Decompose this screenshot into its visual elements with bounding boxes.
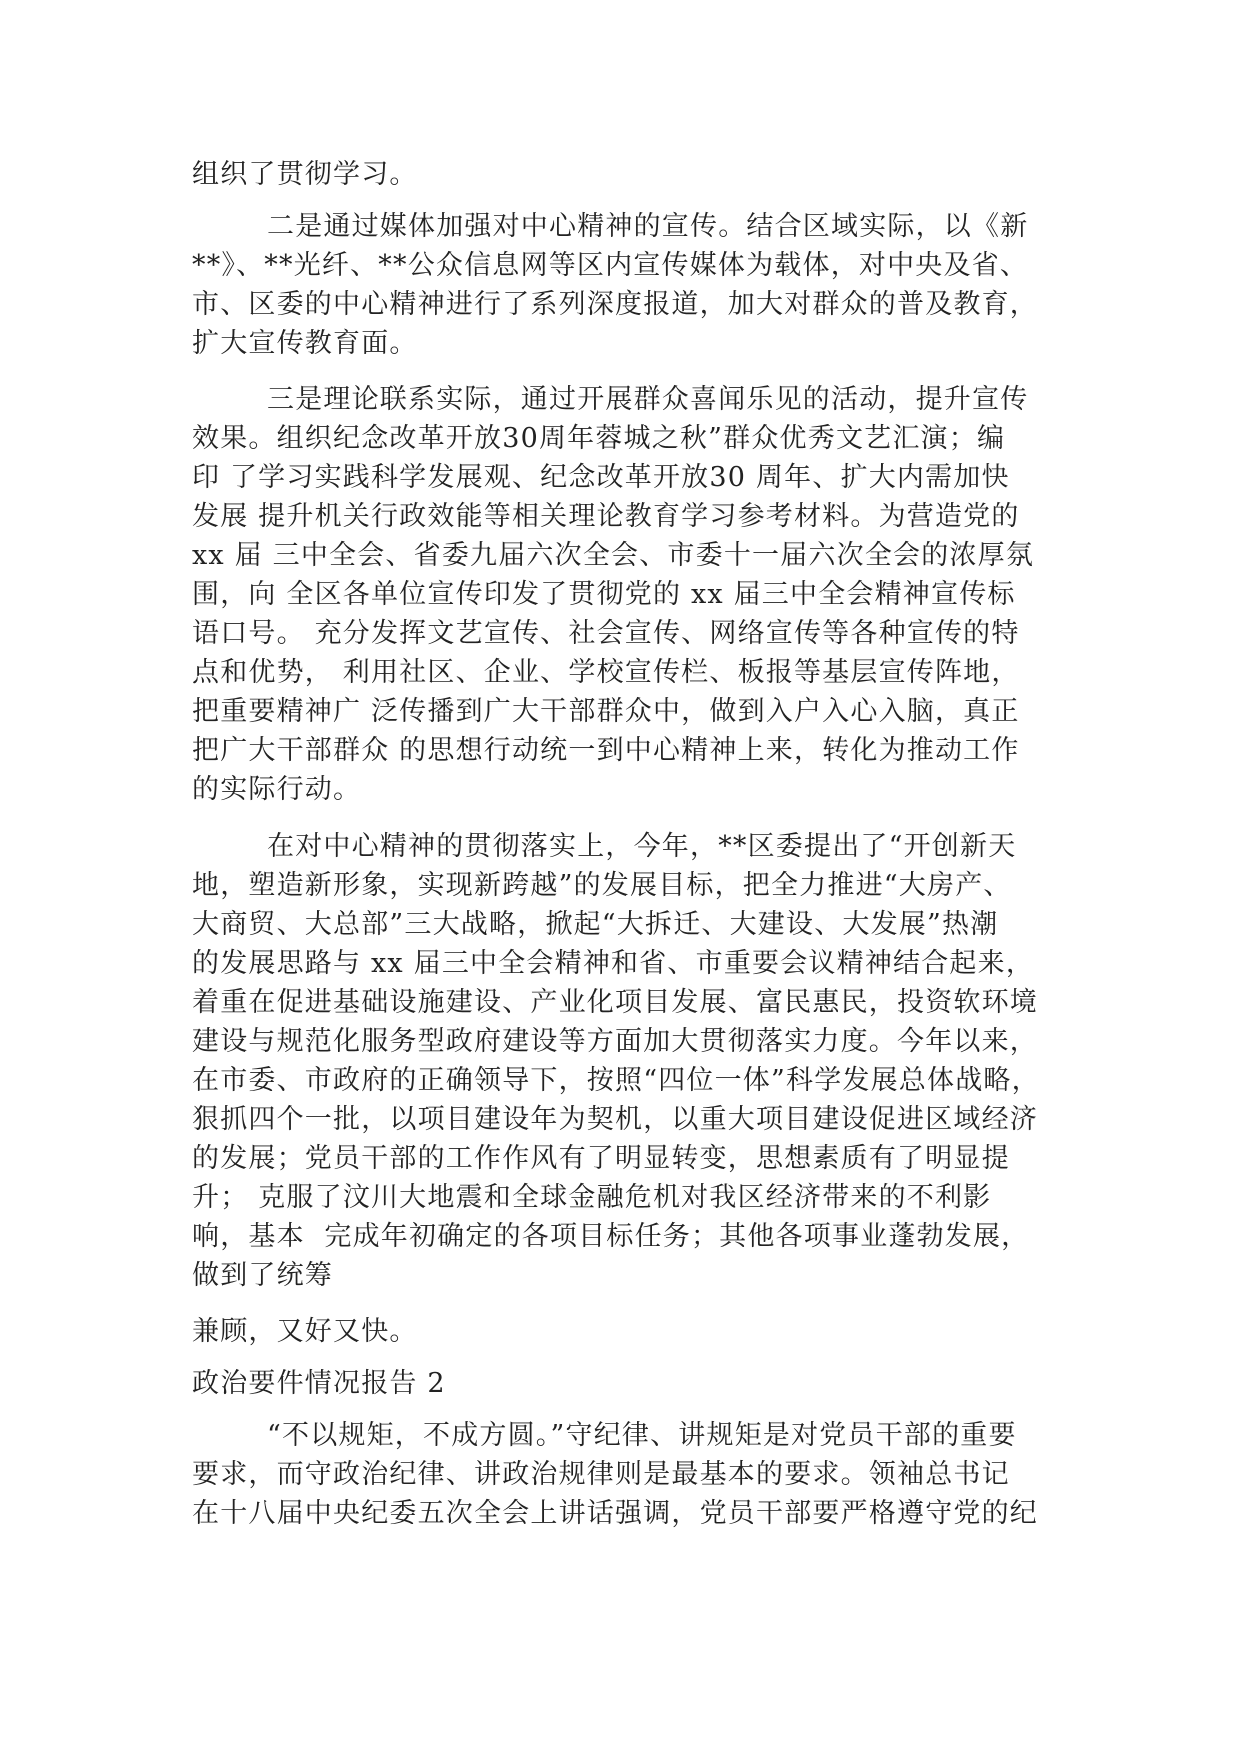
paragraph-first-line: 二是通过媒体加强对中心精神的宣传。结合区域实际，以《新 [267, 211, 1029, 242]
text-line: 在市委、市政府的正确领导下，按照“四位一体”科学发展总体战略， [192, 1065, 1040, 1096]
text-line: 把重要精神广 泛传播到广大干部群众中，做到入户入心入脑，真正 [192, 696, 1020, 727]
text-line: 印 了学习实践科学发展观、纪念改革开放30 周年、扩大内需加快 [192, 462, 1010, 493]
text-line: 扩大宣传教育面。 [192, 328, 418, 359]
text-line: 组织了贯彻学习。 [192, 159, 418, 190]
text-line: 响，基本 完成年初确定的各项目标任务；其他各项事业蓬勃发展， [192, 1221, 1030, 1252]
text-line: 效果。组织纪念改革开放30周年蓉城之秋”群众优秀文艺汇演；编 [192, 423, 1006, 454]
text-line: 做到了统筹 [192, 1260, 333, 1291]
text-line: 着重在促进基础设施建设、产业化项目发展、富民惠民，投资软环境 [192, 987, 1038, 1018]
text-line: 的发展思路与 xx 届三中全会精神和省、市重要会议精神结合起来， [192, 948, 1035, 979]
text-line: 地，塑造新形象，实现新跨越”的发展目标，把全力推进“大房产、 [192, 870, 1012, 901]
text-line: 围，向 全区各单位宣传印发了贯彻党的 xx 届三中全会精神宣传标 [192, 579, 1016, 610]
text-line: 狠抓四个一批，以项目建设年为契机，以重大项目建设促进区域经济 [192, 1104, 1038, 1135]
text-line: **》、**光纤、**公众信息网等区内宣传媒体为载体，对中央及省、 [192, 250, 1029, 281]
paragraph-first-line: “不以规矩，不成方圆。”守纪律、讲规矩是对党员干部的重要 [267, 1420, 1017, 1451]
text-line: 的实际行动。 [192, 774, 362, 805]
text-line: 大商贸、大总部”三大战略，掀起“大拆迁、大建设、大发展”热潮 [192, 909, 999, 940]
paragraph-first-line: 在对中心精神的贯彻落实上，今年，**区委提出了“开创新天 [267, 831, 1017, 862]
text-line: 发展 提升机关行政效能等相关理论教育学习参考材料。为营造党的 [192, 501, 1020, 532]
text-line: 语口号。 充分发挥文艺宣传、社会宣传、网络宣传等各种宣传的特 [192, 618, 1020, 649]
text-line: 建设与规范化服务型政府建设等方面加大贯彻落实力度。今年以来， [192, 1026, 1038, 1057]
text-line: 把广大干部群众 的思想行动统一到中心精神上来，转化为推动工作 [192, 735, 1020, 766]
text-line: 点和优势， 利用社区、企业、学校宣传栏、板报等基层宣传阵地， [192, 657, 1020, 688]
text-line: xx 届 三中全会、省委九届六次全会、市委十一届六次全会的浓厚氛 [192, 540, 1035, 571]
text-line: 在十八届中央纪委五次全会上讲话强调，党员干部要严格遵守党的纪 [192, 1498, 1038, 1529]
section-heading: 政治要件情况报告 2 [192, 1368, 446, 1399]
text-line: 要求，而守政治纪律、讲政治规律则是最基本的要求。领袖总书记 [192, 1459, 1010, 1490]
text-line: 升； 克服了汶川大地震和全球金融危机对我区经济带来的不利影 [192, 1182, 992, 1213]
text-line: 兼顾，又好又快。 [192, 1316, 418, 1347]
text-line: 的发展；党员干部的工作作风有了明显转变，思想素质有了明显提 [192, 1143, 1010, 1174]
paragraph-first-line: 三是理论联系实际，通过开展群众喜闻乐见的活动，提升宣传 [267, 384, 1029, 415]
text-line: 市、区委的中心精神进行了系列深度报道，加大对群众的普及教育， [192, 289, 1038, 320]
